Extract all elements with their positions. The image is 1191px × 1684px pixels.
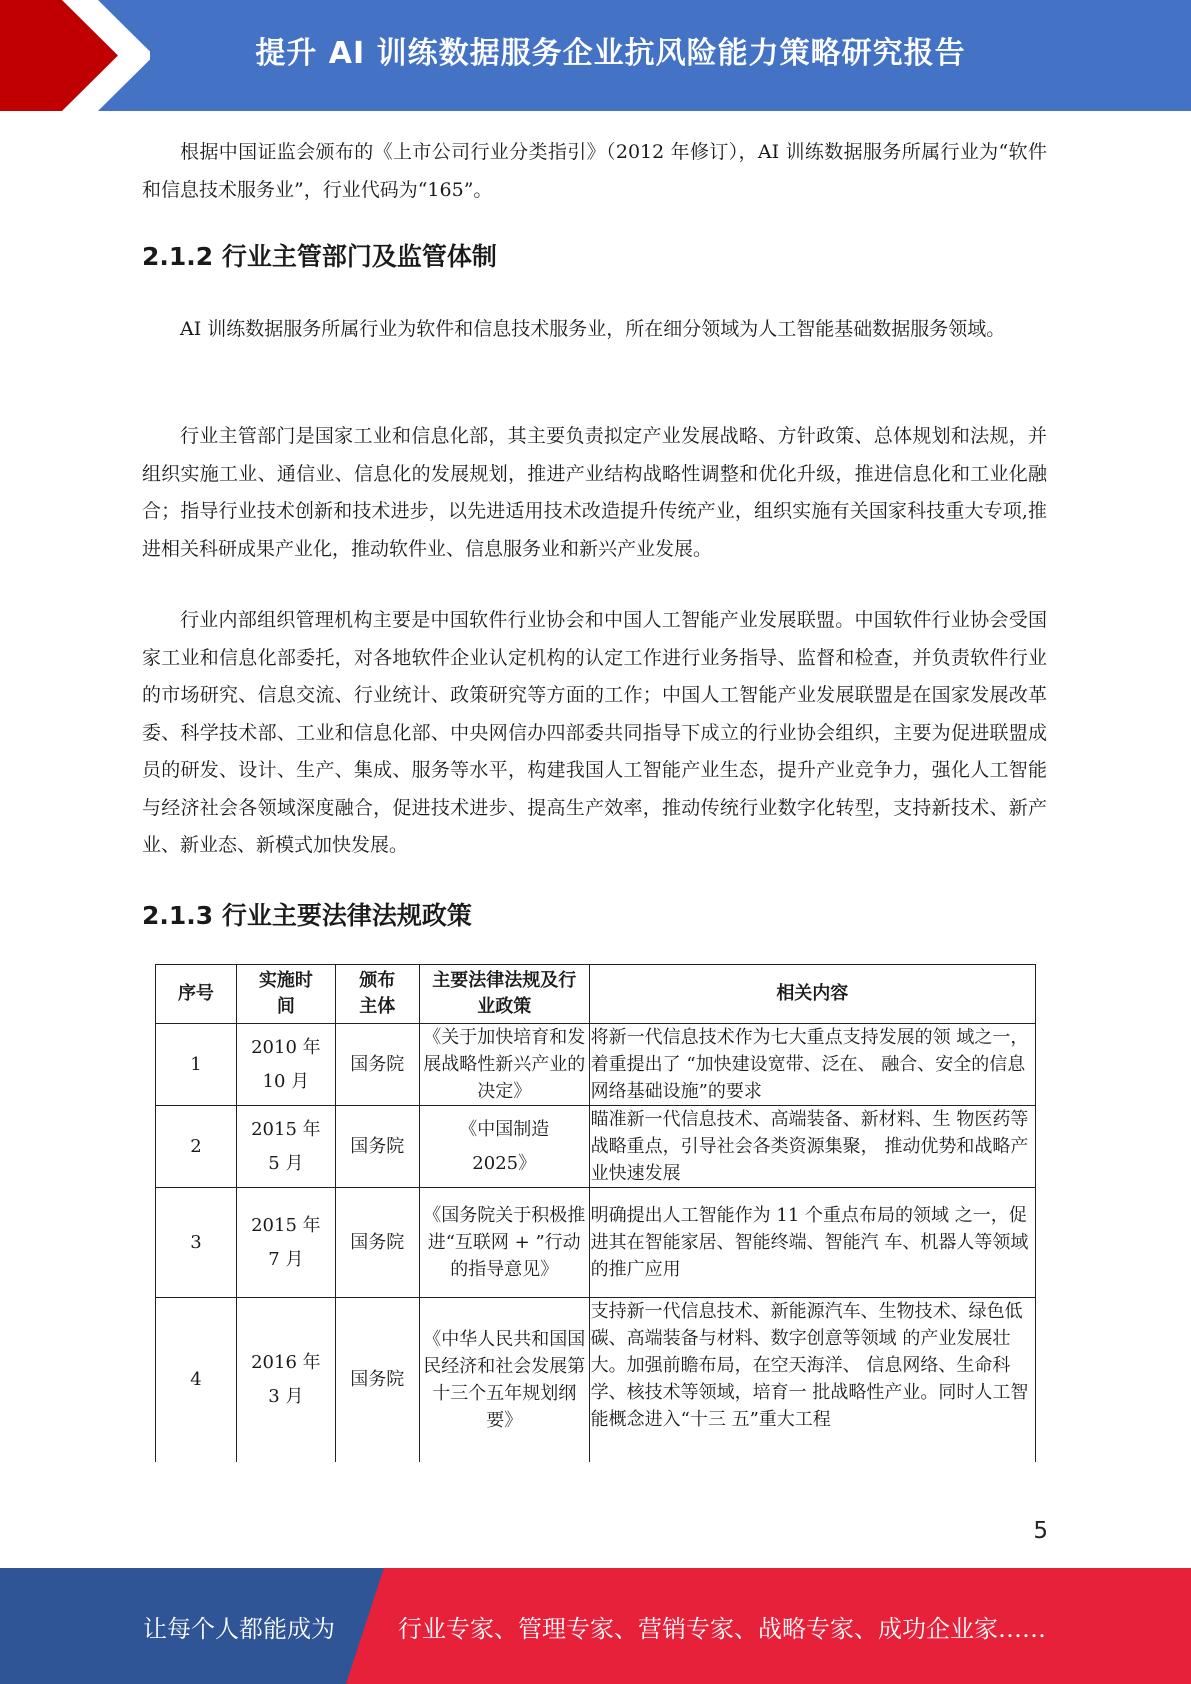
header-content: 相关内容 [589, 965, 1035, 1024]
cell-issuer: 国务院 [335, 1188, 419, 1298]
cell-issuer: 国务院 [335, 1024, 419, 1106]
table-row [156, 1298, 1036, 1462]
footer-slogan-right: 行业专家、管理专家、营销专家、战略专家、成功企业家…… [398, 1614, 1046, 1643]
paragraph-industry-field: AI 训练数据服务所属行业为软件和信息技术服务业，所在细分领域为人工智能基础数据服务领域。 [180, 318, 1006, 340]
footer-banner [0, 1568, 1191, 1684]
cell-no: 1 [156, 1024, 237, 1106]
cell-no: 3 [156, 1188, 237, 1298]
paragraph-organizations: 行业内部组织管理机构主要是中国软件行业协会和中国人工智能产业发展联盟。中国软件行业协会受国家工业和信息化部委托，对各地软件企业认定机构的认定工作进行业务指导、监督和检查，并负责软件行业的市场研究、信息交流、行业统计、政策研究等方面的工作；中国人工智能产业发展联盟是在国家发展改革委、科学技术部、工业和信息化部、中央网信办四部委共同指导下成立的行业协会组织，主要为促进联盟成员的研发、设计、生产、集成、服务等水平，构建我国人工智能产业生态，提升产业竞争力，强化人工智能与经济社会各领域深度融合，促进技术进步、提高生产效率，推动传统行业数字化转型，支持新技术、新产业、新业态、新模式加快发展。 [142, 609, 1047, 856]
cell-law: 《中华人民共和国国民经济和社会发展第十三个五年规划纲要》 [419, 1298, 589, 1462]
table-header-row [156, 965, 1036, 1024]
paragraph-block-3 [142, 418, 1047, 568]
cell-no: 4 [156, 1298, 237, 1462]
paragraph-authority: 行业主管部门是国家工业和信息化部，其主要负责拟定产业发展战略、方针政策、总体规划和法规，并组织实施工业、通信业、信息化的发展规划，推进产业结构战略性调整和优化升级，推进信息化和工业化融合；指导行业技术创新和技术进步，以先进适用技术改造提升传统产业，组织实施有关国家科技重大专项,推进相关科研成果产业化，推动软件业、信息服务业和新兴产业发展。 [142, 425, 1047, 560]
page-number: 5 [1033, 1518, 1048, 1544]
header-issuer: 颁布主体 [335, 965, 419, 1024]
cell-content: 明确提出人工智能作为 11 个重点布局的领域 之一，促进其在智能家居、智能终端、智能汽 车、机器人等领域的推广应用 [589, 1188, 1035, 1298]
table-row [156, 1188, 1036, 1298]
paragraph-industry-classification: 根据中国证监会颁布的《上市公司行业分类指引》（2012 年修订），AI 训练数据服务所属行业为“软件和信息技术服务业”，行业代码为“165”。 [142, 141, 1047, 201]
footer-slogan-left: 让每个人都能成为 [143, 1614, 335, 1643]
report-title: 提升 AI 训练数据服务企业抗风险能力策略研究报告 [255, 36, 966, 71]
header-no: 序号 [156, 965, 237, 1024]
section-heading-2-1-2: 2.1.2 行业主管部门及监管体制 [142, 242, 497, 271]
header-law: 主要法律法规及行业政策 [419, 965, 589, 1024]
cell-time: 2016 年 3 月 [236, 1298, 335, 1462]
cell-content: 支持新一代信息技术、新能源汽车、生物技术、绿色低碳、高端装备与材料、数字创意等领域 的产业发展壮大。加强前瞻布局，在空天海洋、 信息网络、生命科学、核技术等领域，培育一 批战略性产业。同时人工智能概念进入“十三 五”重大工程 [589, 1298, 1035, 1462]
paragraph-block-2 [142, 311, 1047, 349]
cell-no: 2 [156, 1106, 237, 1188]
cell-time: 2015 年 5 月 [236, 1106, 335, 1188]
policy-table [155, 964, 1036, 1462]
intro-paragraph-block [142, 134, 1047, 209]
cell-issuer: 国务院 [335, 1298, 419, 1462]
cell-law: 《中国制造 2025》 [419, 1106, 589, 1188]
cell-content: 瞄准新一代信息技术、高端装备、新材料、生 物医药等战略重点，引导社会各类资源集聚， 推动优势和战略产业快速发展 [589, 1106, 1035, 1188]
header-banner [0, 0, 1191, 111]
cell-law: 《国务院关于积极推进“互联网 + ”行动的指导意见》 [419, 1188, 589, 1298]
cell-issuer: 国务院 [335, 1106, 419, 1188]
section-heading-2-1-3: 2.1.3 行业主要法律法规政策 [142, 901, 472, 930]
cell-time: 2015 年 7 月 [236, 1188, 335, 1298]
header-arrow-icon [0, 0, 150, 111]
table-row [156, 1106, 1036, 1188]
cell-time: 2010 年 10 月 [236, 1024, 335, 1106]
paragraph-block-4 [142, 602, 1047, 865]
cell-content: 将新一代信息技术作为七大重点支持发展的领 域之一，着重提出了 “加快建设宽带、泛在、 融合、安全的信息网络基础设施”的要求 [589, 1024, 1035, 1106]
cell-law: 《关于加快培育和发展战略性新兴产业的决定》 [419, 1024, 589, 1106]
table-row [156, 1024, 1036, 1106]
header-time: 实施时间 [236, 965, 335, 1024]
